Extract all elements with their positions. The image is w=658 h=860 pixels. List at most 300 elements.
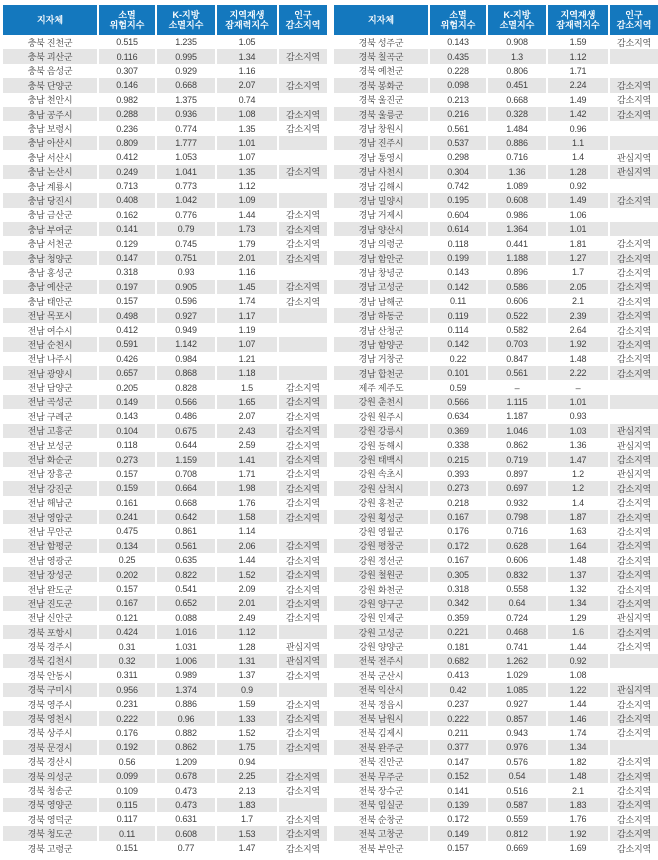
region-cell: 경북 성주군 bbox=[358, 37, 404, 48]
table-row bbox=[334, 380, 658, 394]
k-local-extinction-index-cell: 0.896 bbox=[487, 265, 547, 279]
extinction-risk-index-cell: 0.236 bbox=[98, 121, 156, 135]
population-decline-status-cell: 감소지역 bbox=[609, 567, 658, 581]
regeneration-potential-index-cell: 1.47 bbox=[216, 841, 278, 855]
extinction-risk-index-cell: 0.215 bbox=[429, 452, 487, 466]
population-decline-status-cell: 감소지역 bbox=[278, 49, 327, 63]
extinction-risk-index-cell: 0.377 bbox=[429, 740, 487, 754]
regeneration-potential-index-cell: 1.52 bbox=[216, 567, 278, 581]
table-row bbox=[334, 280, 658, 294]
regeneration-potential-index-cell: 1.83 bbox=[547, 798, 609, 812]
population-decline-status-cell: 감소지역 bbox=[278, 467, 327, 481]
population-decline-status-cell bbox=[609, 740, 658, 754]
extinction-risk-index-cell: 0.249 bbox=[98, 165, 156, 179]
extinction-risk-index-cell: 0.426 bbox=[98, 352, 156, 366]
regeneration-potential-index-cell: 1.07 bbox=[216, 337, 278, 351]
k-local-extinction-index-cell: 0.751 bbox=[156, 251, 216, 265]
table-row bbox=[334, 337, 658, 351]
extinction-risk-index-cell: 0.475 bbox=[98, 524, 156, 538]
population-decline-status-cell: 관심지역 bbox=[609, 165, 658, 179]
population-decline-status-cell: 감소지역 bbox=[278, 294, 327, 308]
table-row bbox=[3, 323, 327, 337]
population-decline-status-cell: 감소지역 bbox=[278, 783, 327, 797]
regeneration-potential-index-cell: 1.01 bbox=[216, 136, 278, 150]
k-local-extinction-index-cell: 1.375 bbox=[156, 93, 216, 107]
region-cell: 충남 금산군 bbox=[27, 210, 73, 221]
extinction-risk-index-cell: 0.157 bbox=[98, 582, 156, 596]
region-cell: 전남 화순군 bbox=[27, 455, 73, 466]
population-decline-status-cell: 감소지역 bbox=[609, 236, 658, 250]
population-decline-status-cell bbox=[609, 64, 658, 78]
table-row bbox=[3, 222, 327, 236]
region-cell: 전남 구례군 bbox=[27, 411, 73, 422]
extinction-risk-index-cell: 0.119 bbox=[429, 308, 487, 322]
region-cell: 경북 울진군 bbox=[358, 95, 404, 106]
population-decline-status-cell: 감소지역 bbox=[609, 352, 658, 366]
population-decline-status-cell: 감소지역 bbox=[278, 697, 327, 711]
population-decline-status-cell: 감소지역 bbox=[609, 639, 658, 653]
region-cell: 경북 청도군 bbox=[27, 829, 73, 840]
extinction-risk-index-cell: 0.109 bbox=[98, 783, 156, 797]
k-local-extinction-index-cell: 0.716 bbox=[487, 150, 547, 164]
population-decline-status-cell: 감소지역 bbox=[609, 78, 658, 92]
regeneration-potential-index-cell: 1.47 bbox=[547, 452, 609, 466]
extinction-risk-index-cell: 0.11 bbox=[98, 826, 156, 840]
k-local-extinction-index-cell: 0.724 bbox=[487, 611, 547, 625]
k-local-extinction-index-cell: 0.868 bbox=[156, 366, 216, 380]
extinction-risk-index-cell: 0.134 bbox=[98, 539, 156, 553]
regeneration-potential-index-cell: 1.12 bbox=[216, 625, 278, 639]
region-cell: 경북 영양군 bbox=[27, 800, 73, 811]
region-cell: 경남 양산시 bbox=[358, 224, 404, 235]
region-cell: 충남 천안시 bbox=[27, 95, 73, 106]
column-header: 소멸 위험지수 bbox=[429, 5, 487, 35]
region-cell: 강원 태백시 bbox=[358, 455, 404, 466]
extinction-risk-index-cell: 0.146 bbox=[98, 78, 156, 92]
k-local-extinction-index-cell: 0.719 bbox=[487, 452, 547, 466]
table-row bbox=[334, 78, 658, 92]
k-local-extinction-index-cell: 0.644 bbox=[156, 438, 216, 452]
table-row bbox=[334, 193, 658, 207]
table-row bbox=[334, 308, 658, 322]
population-decline-status-cell: 관심지역 bbox=[278, 639, 327, 653]
table-row bbox=[334, 596, 658, 610]
regeneration-potential-index-cell: 1.58 bbox=[216, 510, 278, 524]
extinction-risk-index-cell: 0.657 bbox=[98, 366, 156, 380]
population-decline-status-cell: 감소지역 bbox=[278, 740, 327, 754]
region-cell: 충북 단양군 bbox=[27, 80, 73, 91]
regeneration-potential-index-cell: 1.33 bbox=[216, 711, 278, 725]
region-cell: 경남 함안군 bbox=[358, 253, 404, 264]
table-row bbox=[334, 798, 658, 812]
k-local-extinction-index-cell: 0.586 bbox=[487, 280, 547, 294]
population-decline-status-cell: 감소지역 bbox=[278, 165, 327, 179]
population-decline-status-cell: 감소지역 bbox=[278, 668, 327, 682]
regeneration-potential-index-cell: 1.92 bbox=[547, 826, 609, 840]
table-row bbox=[334, 769, 658, 783]
regeneration-potential-index-cell: 2.01 bbox=[216, 251, 278, 265]
region-cell: 전남 함평군 bbox=[27, 541, 73, 552]
population-decline-status-cell: 감소지역 bbox=[609, 697, 658, 711]
k-local-extinction-index-cell: 0.635 bbox=[156, 553, 216, 567]
table-row bbox=[3, 236, 327, 250]
population-decline-status-cell: 감소지역 bbox=[278, 496, 327, 510]
extinction-risk-index-cell: 0.143 bbox=[98, 409, 156, 423]
region-cell: 경남 고성군 bbox=[358, 282, 404, 293]
population-decline-status-cell: 감소지역 bbox=[278, 726, 327, 740]
population-decline-status-cell bbox=[609, 208, 658, 222]
regeneration-potential-index-cell: 1.28 bbox=[547, 165, 609, 179]
population-decline-status-cell bbox=[278, 35, 327, 49]
population-decline-status-cell bbox=[278, 323, 327, 337]
table-row bbox=[3, 654, 327, 668]
k-local-extinction-index-cell: 0.828 bbox=[156, 380, 216, 394]
regeneration-potential-index-cell: 2.49 bbox=[216, 611, 278, 625]
regeneration-potential-index-cell: 1.82 bbox=[547, 755, 609, 769]
region-cell: 강원 강릉시 bbox=[358, 426, 404, 437]
k-local-extinction-index-cell: 0.929 bbox=[156, 64, 216, 78]
extinction-risk-index-cell: 0.216 bbox=[429, 107, 487, 121]
population-decline-status-cell: 감소지역 bbox=[609, 107, 658, 121]
k-local-extinction-index-cell: 1.36 bbox=[487, 165, 547, 179]
table-row bbox=[3, 812, 327, 826]
k-local-extinction-index-cell: 0.486 bbox=[156, 409, 216, 423]
regeneration-potential-index-cell: 1.49 bbox=[547, 93, 609, 107]
k-local-extinction-index-cell: 1.484 bbox=[487, 121, 547, 135]
region-cell: 강원 평창군 bbox=[358, 541, 404, 552]
extinction-risk-index-cell: 0.117 bbox=[98, 812, 156, 826]
table-row bbox=[334, 136, 658, 150]
regeneration-potential-index-cell: 0.93 bbox=[547, 409, 609, 423]
table-row bbox=[334, 265, 658, 279]
table-row bbox=[3, 755, 327, 769]
regeneration-potential-index-cell: 1.92 bbox=[547, 337, 609, 351]
k-local-extinction-index-cell: 0.927 bbox=[156, 308, 216, 322]
population-decline-status-cell bbox=[278, 625, 327, 639]
regeneration-potential-index-cell: 1.2 bbox=[547, 467, 609, 481]
k-local-extinction-index-cell: 0.088 bbox=[156, 611, 216, 625]
k-local-extinction-index-cell: 0.862 bbox=[487, 438, 547, 452]
column-header: K-지방 소멸지수 bbox=[487, 5, 547, 35]
table-row bbox=[334, 755, 658, 769]
regeneration-potential-index-cell: 2.1 bbox=[547, 294, 609, 308]
regeneration-potential-index-cell: 1.48 bbox=[547, 553, 609, 567]
regeneration-potential-index-cell: 1.5 bbox=[216, 380, 278, 394]
k-local-extinction-index-cell: 0.516 bbox=[487, 783, 547, 797]
regeneration-potential-index-cell: 1.09 bbox=[216, 193, 278, 207]
population-decline-status-cell: 감소지역 bbox=[609, 265, 658, 279]
extinction-risk-index-cell: 0.682 bbox=[429, 654, 487, 668]
region-cell: 경북 영덕군 bbox=[27, 814, 73, 825]
population-decline-status-cell bbox=[278, 136, 327, 150]
k-local-extinction-index-cell: 0.77 bbox=[156, 841, 216, 855]
table-row bbox=[3, 481, 327, 495]
regeneration-potential-index-cell: 2.07 bbox=[216, 409, 278, 423]
table-row bbox=[3, 35, 327, 49]
extinction-risk-index-cell: 0.118 bbox=[98, 438, 156, 452]
region-cell: 전남 고흥군 bbox=[27, 426, 73, 437]
region-cell: 전북 장수군 bbox=[358, 786, 404, 796]
k-local-extinction-index-cell: 0.642 bbox=[156, 510, 216, 524]
regeneration-potential-index-cell: 1.53 bbox=[216, 826, 278, 840]
extinction-risk-index-cell: 0.273 bbox=[98, 452, 156, 466]
population-decline-status-cell: 관심지역 bbox=[609, 683, 658, 697]
region-cell: 경남 산청군 bbox=[358, 325, 404, 336]
region-cell: 전북 정읍시 bbox=[358, 699, 404, 710]
population-decline-status-cell: 감소지역 bbox=[609, 294, 658, 308]
k-local-extinction-index-cell: 0.606 bbox=[487, 294, 547, 308]
population-decline-status-cell bbox=[278, 193, 327, 207]
region-cell: 전북 군산시 bbox=[358, 670, 404, 681]
population-decline-status-cell: 감소지역 bbox=[278, 78, 327, 92]
population-decline-status-cell: 관심지역 bbox=[278, 654, 327, 668]
extinction-risk-index-cell: 0.393 bbox=[429, 467, 487, 481]
table-row bbox=[3, 380, 327, 394]
regeneration-potential-index-cell: 2.25 bbox=[216, 769, 278, 783]
region-cell: 전북 무주군 bbox=[358, 771, 404, 782]
table-row bbox=[334, 625, 658, 639]
k-local-extinction-index-cell: 0.669 bbox=[487, 841, 547, 855]
extinction-risk-index-cell: 0.101 bbox=[429, 366, 487, 380]
regeneration-potential-index-cell: 0.9 bbox=[216, 683, 278, 697]
population-decline-status-cell: 감소지역 bbox=[609, 193, 658, 207]
k-local-extinction-index-cell: 1.777 bbox=[156, 136, 216, 150]
extinction-risk-index-cell: 0.205 bbox=[98, 380, 156, 394]
regeneration-potential-index-cell: 1.17 bbox=[216, 308, 278, 322]
extinction-risk-index-cell: 0.143 bbox=[429, 265, 487, 279]
regeneration-potential-index-cell: 1.29 bbox=[547, 611, 609, 625]
extinction-risk-index-cell: 0.167 bbox=[429, 510, 487, 524]
regeneration-potential-index-cell: 1.71 bbox=[547, 64, 609, 78]
regeneration-potential-index-cell: 1.44 bbox=[216, 208, 278, 222]
table-row bbox=[334, 611, 658, 625]
column-header: 지자체 bbox=[3, 5, 98, 35]
table-row bbox=[334, 812, 658, 826]
region-cell: 전남 담양군 bbox=[27, 383, 73, 394]
table-row bbox=[3, 668, 327, 682]
extinction-risk-index-cell: 0.147 bbox=[429, 755, 487, 769]
regeneration-potential-index-cell: 1.74 bbox=[547, 726, 609, 740]
table-row bbox=[334, 150, 658, 164]
k-local-extinction-index-cell: 0.976 bbox=[487, 740, 547, 754]
region-cell: 충남 태안군 bbox=[27, 296, 73, 307]
population-decline-status-cell: 감소지역 bbox=[278, 107, 327, 121]
region-cell: 강원 영월군 bbox=[358, 526, 404, 537]
region-cell: 경북 상주시 bbox=[27, 728, 73, 739]
k-local-extinction-index-cell: 0.64 bbox=[487, 596, 547, 610]
k-local-extinction-index-cell: 0.862 bbox=[156, 740, 216, 754]
region-cell: 경북 안동시 bbox=[27, 670, 73, 681]
extinction-risk-index-cell: 0.604 bbox=[429, 208, 487, 222]
table-row bbox=[334, 165, 658, 179]
region-cell: 전남 순천시 bbox=[27, 339, 73, 350]
population-decline-status-cell: 감소지역 bbox=[609, 496, 658, 510]
k-local-extinction-index-cell: 0.675 bbox=[156, 424, 216, 438]
table-row bbox=[334, 668, 658, 682]
region-cell: 경남 거창군 bbox=[358, 354, 404, 365]
table-row bbox=[3, 208, 327, 222]
table-row bbox=[3, 150, 327, 164]
regeneration-potential-index-cell: 1.14 bbox=[216, 524, 278, 538]
regeneration-potential-index-cell: 1.05 bbox=[216, 35, 278, 49]
k-local-extinction-index-cell: 1.3 bbox=[487, 49, 547, 63]
region-cell: 경북 청송군 bbox=[27, 786, 73, 796]
region-cell: 충남 아산시 bbox=[27, 138, 73, 149]
table-row bbox=[3, 826, 327, 840]
population-decline-status-cell: 감소지역 bbox=[609, 726, 658, 740]
population-decline-status-cell bbox=[278, 798, 327, 812]
region-cell: 경북 울릉군 bbox=[358, 109, 404, 120]
region-cell: 경북 문경시 bbox=[27, 742, 73, 753]
extinction-risk-index-cell: 0.162 bbox=[98, 208, 156, 222]
table-row bbox=[3, 567, 327, 581]
regeneration-potential-index-cell: 2.06 bbox=[216, 539, 278, 553]
regeneration-potential-index-cell: 1.08 bbox=[547, 668, 609, 682]
extinction-risk-index-cell: 0.32 bbox=[98, 654, 156, 668]
region-cell: 경북 예천군 bbox=[358, 66, 404, 77]
population-decline-status-cell: 감소지역 bbox=[278, 611, 327, 625]
population-decline-status-cell: 감소지역 bbox=[278, 510, 327, 524]
region-cell: 전북 순창군 bbox=[358, 814, 404, 825]
regeneration-potential-index-cell: 2.59 bbox=[216, 438, 278, 452]
region-cell: 강원 춘천시 bbox=[358, 397, 404, 408]
table-row bbox=[334, 323, 658, 337]
region-cell: 충남 서천군 bbox=[27, 239, 73, 250]
region-cell: 전남 여수시 bbox=[27, 325, 73, 336]
k-local-extinction-index-cell: 0.558 bbox=[487, 582, 547, 596]
population-decline-status-cell: 감소지역 bbox=[609, 755, 658, 769]
regeneration-potential-index-cell: 2.1 bbox=[547, 783, 609, 797]
region-cell: 전북 전주시 bbox=[358, 656, 404, 667]
k-local-extinction-index-cell: 0.847 bbox=[487, 352, 547, 366]
population-decline-status-cell: 감소지역 bbox=[278, 539, 327, 553]
population-decline-status-cell: 감소지역 bbox=[278, 424, 327, 438]
population-decline-status-cell: 감소지역 bbox=[278, 481, 327, 495]
extinction-risk-index-cell: 0.809 bbox=[98, 136, 156, 150]
k-local-extinction-index-cell: 0.473 bbox=[156, 783, 216, 797]
table-row bbox=[3, 121, 327, 135]
column-header: 소멸 위험지수 bbox=[98, 5, 156, 35]
region-cell: 경남 하동군 bbox=[358, 311, 404, 322]
table-row bbox=[3, 711, 327, 725]
k-local-extinction-index-cell: 0.776 bbox=[156, 208, 216, 222]
k-local-extinction-index-cell: 0.328 bbox=[487, 107, 547, 121]
table-row bbox=[3, 553, 327, 567]
population-decline-status-cell: 감소지역 bbox=[278, 236, 327, 250]
extinction-risk-index-cell: 0.172 bbox=[429, 539, 487, 553]
regeneration-potential-index-cell: 1.12 bbox=[547, 49, 609, 63]
population-decline-status-cell bbox=[278, 93, 327, 107]
extinction-risk-index-cell: 0.11 bbox=[429, 294, 487, 308]
regeneration-potential-index-cell: 1.37 bbox=[216, 668, 278, 682]
extinction-risk-index-cell: 0.591 bbox=[98, 337, 156, 351]
extinction-risk-index-cell: 0.412 bbox=[98, 323, 156, 337]
region-cell: 전남 목포시 bbox=[27, 311, 73, 322]
regeneration-potential-index-cell: 1.34 bbox=[547, 740, 609, 754]
extinction-risk-index-cell: 0.218 bbox=[429, 496, 487, 510]
region-cell: 경북 의성군 bbox=[27, 771, 73, 782]
population-decline-status-cell: 감소지역 bbox=[278, 409, 327, 423]
population-decline-status-cell bbox=[609, 136, 658, 150]
extinction-risk-index-cell: 0.307 bbox=[98, 64, 156, 78]
regeneration-potential-index-cell: 1.69 bbox=[547, 841, 609, 855]
regeneration-potential-index-cell: 1.79 bbox=[216, 236, 278, 250]
table-row bbox=[3, 798, 327, 812]
k-local-extinction-index-cell: 0.774 bbox=[156, 121, 216, 135]
regeneration-potential-index-cell: 2.43 bbox=[216, 424, 278, 438]
table-row bbox=[3, 539, 327, 553]
table-row bbox=[334, 49, 658, 63]
k-local-extinction-index-cell: 1.046 bbox=[487, 424, 547, 438]
extinction-risk-index-cell: 0.241 bbox=[98, 510, 156, 524]
population-decline-status-cell: 감소지역 bbox=[609, 769, 658, 783]
population-decline-status-cell: 감소지역 bbox=[278, 841, 327, 855]
right-table-body bbox=[334, 35, 658, 855]
region-cell: 제주 제주도 bbox=[358, 383, 404, 394]
k-local-extinction-index-cell: 0.708 bbox=[156, 467, 216, 481]
column-header: 지자체 bbox=[334, 5, 429, 35]
extinction-risk-index-cell: 0.202 bbox=[98, 567, 156, 581]
table-row bbox=[334, 654, 658, 668]
table-row bbox=[3, 395, 327, 409]
k-local-extinction-index-cell: 1.031 bbox=[156, 639, 216, 653]
population-decline-status-cell: 관심지역 bbox=[609, 611, 658, 625]
k-local-extinction-index-cell: 0.596 bbox=[156, 294, 216, 308]
regeneration-potential-index-cell: 2.13 bbox=[216, 783, 278, 797]
k-local-extinction-index-cell: 0.468 bbox=[487, 625, 547, 639]
table-row bbox=[334, 251, 658, 265]
k-local-extinction-index-cell: 0.441 bbox=[487, 236, 547, 250]
regeneration-potential-index-cell: 1.34 bbox=[547, 596, 609, 610]
table-row bbox=[334, 567, 658, 581]
population-decline-status-cell bbox=[278, 179, 327, 193]
extinction-risk-index-cell: 0.114 bbox=[429, 323, 487, 337]
k-local-extinction-index-cell: 0.678 bbox=[156, 769, 216, 783]
regeneration-potential-index-cell: 1.03 bbox=[547, 424, 609, 438]
extinction-risk-index-cell: 0.561 bbox=[429, 121, 487, 135]
extinction-risk-index-cell: 0.288 bbox=[98, 107, 156, 121]
regeneration-potential-index-cell: 1.4 bbox=[547, 150, 609, 164]
table-row bbox=[334, 409, 658, 423]
population-decline-status-cell: 감소지역 bbox=[609, 625, 658, 639]
population-decline-status-cell: 감소지역 bbox=[609, 366, 658, 380]
k-local-extinction-index-cell: 0.561 bbox=[487, 366, 547, 380]
regeneration-potential-index-cell: 2.09 bbox=[216, 582, 278, 596]
regeneration-potential-index-cell: – bbox=[547, 380, 609, 394]
regeneration-potential-index-cell: 1.31 bbox=[216, 654, 278, 668]
regeneration-potential-index-cell: 2.24 bbox=[547, 78, 609, 92]
region-cell: 전남 영광군 bbox=[27, 555, 73, 566]
k-local-extinction-index-cell: 0.927 bbox=[487, 697, 547, 711]
table-row bbox=[3, 424, 327, 438]
population-decline-status-cell: 감소지역 bbox=[609, 582, 658, 596]
region-cell: 경남 창녕군 bbox=[358, 267, 404, 278]
table-row bbox=[334, 740, 658, 754]
table-row bbox=[3, 841, 327, 855]
table-row bbox=[3, 683, 327, 697]
region-cell: 충남 공주시 bbox=[27, 109, 73, 120]
k-local-extinction-index-cell: 1.142 bbox=[156, 337, 216, 351]
extinction-risk-index-cell: 0.311 bbox=[98, 668, 156, 682]
k-local-extinction-index-cell: 0.986 bbox=[487, 208, 547, 222]
extinction-risk-index-cell: 0.141 bbox=[429, 783, 487, 797]
regeneration-potential-index-cell: 1.63 bbox=[547, 524, 609, 538]
k-local-extinction-index-cell: 0.886 bbox=[487, 136, 547, 150]
column-header: K-지방 소멸지수 bbox=[156, 5, 216, 35]
population-decline-status-cell bbox=[609, 49, 658, 63]
extinction-risk-index-cell: 0.231 bbox=[98, 697, 156, 711]
extinction-risk-index-cell: 0.22 bbox=[429, 352, 487, 366]
